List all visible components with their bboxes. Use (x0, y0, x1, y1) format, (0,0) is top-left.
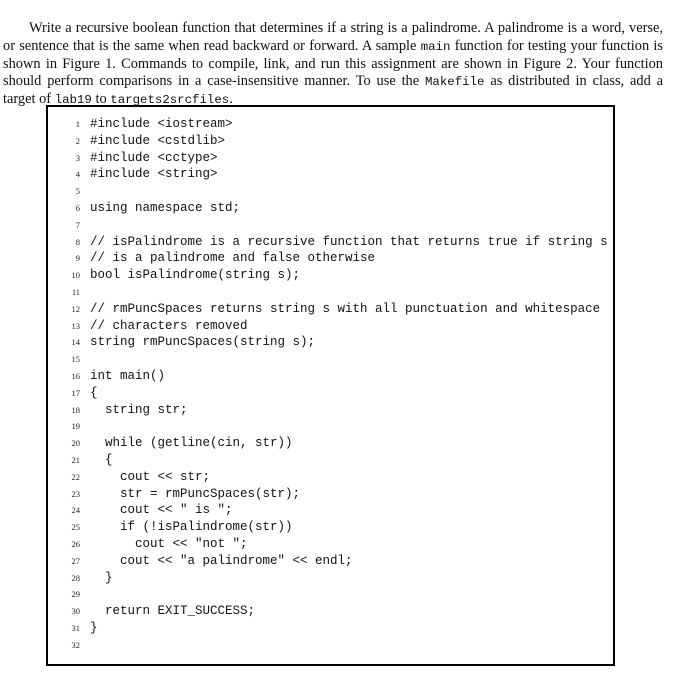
code-line (48, 116, 613, 133)
code-line (48, 402, 613, 419)
inline-code: Makefile (424, 75, 485, 89)
code-text: // rmPuncSpaces returns string s with all punctuation and whitespace (90, 301, 601, 316)
code-line (48, 486, 613, 503)
code-text: return EXIT_SUCCESS; (90, 604, 256, 619)
line-number: 20 (71, 438, 80, 449)
line-number: 8 (75, 236, 80, 247)
inline-code: targets2srcfiles (110, 93, 230, 108)
paragraph-text: . (229, 91, 233, 108)
line-number: 25 (71, 522, 80, 533)
code-line (48, 385, 613, 402)
code-line (48, 620, 613, 637)
line-number: 26 (71, 538, 80, 549)
code-line (48, 536, 613, 553)
code-text: int main() (90, 368, 166, 383)
inline-code: main (420, 39, 451, 54)
code-text: // is a palindrome and false otherwise (90, 251, 376, 266)
line-number: 31 (71, 622, 80, 633)
line-number: 29 (71, 589, 80, 600)
code-text: #include <cctype> (90, 150, 218, 165)
line-number: 3 (75, 152, 80, 163)
assignment-paragraph (3, 20, 663, 109)
code-listing (48, 116, 613, 654)
code-line (48, 418, 613, 435)
code-text: #include <iostream> (90, 117, 233, 131)
code-line (48, 133, 613, 150)
inline-code: lab19 (54, 93, 92, 108)
line-number: 7 (75, 219, 80, 230)
line-number: 28 (71, 572, 80, 583)
code-line (48, 469, 613, 486)
line-number: 21 (71, 454, 80, 465)
line-number: 22 (71, 471, 80, 482)
line-number: 5 (75, 186, 80, 197)
line-number: 11 (71, 286, 80, 297)
code-text: } (90, 570, 113, 585)
code-text: } (90, 620, 98, 635)
paragraph-text: Write a recursive boolean function that determines if a string is a palindrome. A palindrome is a word, verse, or sentence that is the same when read backward or forward. A sample (3, 20, 663, 54)
code-line (48, 603, 613, 620)
code-text: #include <string> (90, 167, 218, 182)
line-number: 13 (71, 320, 80, 331)
line-number: 6 (75, 202, 80, 213)
code-text: cout << "a palindrome" << endl; (90, 553, 353, 568)
code-line (48, 183, 613, 200)
line-number: 30 (71, 606, 80, 617)
code-line (48, 318, 613, 335)
line-number: 14 (71, 337, 80, 348)
line-number: 10 (71, 270, 80, 281)
line-number: 24 (71, 505, 80, 516)
code-line (48, 301, 613, 318)
code-text: if (!isPalindrome(str)) (90, 520, 293, 535)
code-text: { (90, 385, 98, 400)
code-line (48, 284, 613, 301)
code-text: { (90, 452, 113, 467)
code-text: cout << str; (90, 469, 211, 484)
code-text: cout << "not "; (90, 536, 248, 551)
line-number: 15 (71, 354, 80, 365)
line-number: 32 (71, 639, 80, 650)
code-text: cout << " is "; (90, 503, 233, 518)
code-line (48, 150, 613, 167)
paragraph-text: to (91, 91, 111, 108)
code-text: string str; (90, 402, 188, 417)
code-line (48, 368, 613, 385)
line-number: 12 (71, 303, 80, 314)
line-number: 9 (75, 253, 80, 264)
line-number: 1 (75, 119, 80, 129)
line-number: 18 (71, 404, 80, 415)
code-line (48, 553, 613, 570)
line-number: 27 (71, 555, 80, 566)
line-number: 23 (71, 488, 80, 499)
line-number: 16 (71, 370, 80, 381)
code-line (48, 586, 613, 603)
code-text: // characters removed (90, 318, 248, 333)
code-text: bool isPalindrome(string s); (90, 268, 301, 283)
code-line (48, 166, 613, 183)
code-text: using namespace std; (90, 200, 241, 215)
line-number: 19 (71, 421, 80, 432)
code-line (48, 250, 613, 267)
code-line (48, 519, 613, 536)
code-line (48, 351, 613, 368)
code-line (48, 334, 613, 351)
line-number: 2 (75, 135, 80, 146)
code-text: // isPalindrome is a recursive function that returns true if string s (90, 234, 608, 249)
code-line (48, 200, 613, 217)
code-line (48, 637, 613, 654)
code-listing-box (46, 105, 615, 666)
code-line (48, 452, 613, 469)
line-number: 4 (75, 169, 80, 180)
code-line (48, 502, 613, 519)
code-line (48, 217, 613, 234)
code-line (48, 435, 613, 452)
code-text: str = rmPuncSpaces(str); (90, 486, 301, 501)
code-text: #include <cstdlib> (90, 133, 226, 148)
code-line (48, 570, 613, 587)
code-text: while (getline(cin, str)) (90, 436, 293, 451)
paragraph-text: as distributed in class, add a target of (3, 73, 663, 108)
code-line (48, 234, 613, 251)
code-line (48, 267, 613, 284)
code-text: string rmPuncSpaces(string s); (90, 335, 316, 350)
line-number: 17 (71, 387, 80, 398)
paragraph-text: function for testing your function is shown in Figure 1. Commands to compile, link, and run this assignment are shown in Figure 2. Your function should perform comparisons in a case-insensitive manner. To use the (3, 37, 663, 89)
